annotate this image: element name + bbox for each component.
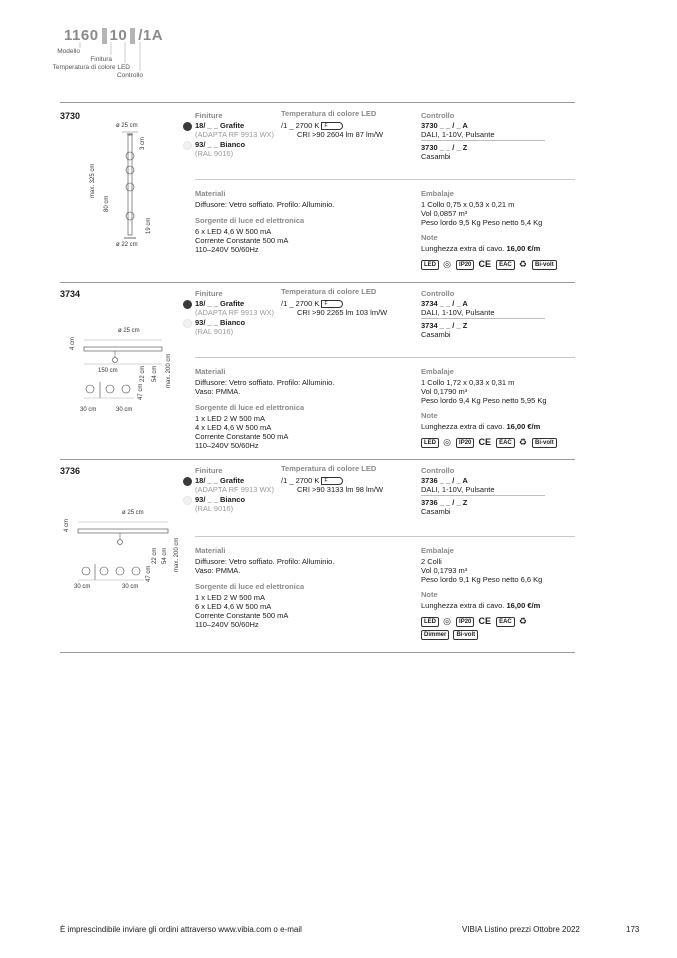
dim-height-2: 54 cm [152, 365, 158, 382]
recycle-icon: ♻ [518, 616, 527, 627]
certification-badges-row2 [421, 630, 480, 640]
dim-width-2: 30 cm [122, 584, 139, 590]
legend-control: /1A [138, 27, 164, 44]
class-iii-icon: ◎ [443, 259, 451, 270]
ce-mark-icon: CE [478, 437, 491, 448]
finish-swatch-graphite[interactable] [183, 477, 192, 486]
led-badge: LED [421, 438, 439, 448]
class-iii-icon: ◎ [443, 616, 451, 627]
materiali-line: Vaso: PMMA. [195, 387, 241, 396]
dim-width-2: 30 cm [116, 407, 133, 413]
finish-graphite-label: 18/ _ _ Grafite [195, 121, 245, 130]
finish-graphite-ref: (ADAPTA RF 9913 WX) [195, 485, 275, 494]
class-iii-icon: ◎ [443, 437, 451, 448]
sorgente-line: 110–240V 50/60Hz [195, 245, 259, 254]
dim-height-2: 54 cm [162, 547, 168, 564]
dim-height-max: max. 200 cm [166, 353, 172, 388]
controllo-heading: Controllo [421, 289, 455, 298]
dimmer-badge: Dimmer [421, 630, 449, 640]
product-section-3736 [60, 459, 575, 649]
eac-badge: EAC [496, 617, 515, 627]
sorgente-heading: Sorgente di luce ed elettronica [195, 216, 305, 225]
embalaje-line: 1 Collo 1,72 x 0,33 x 0,31 m [421, 378, 515, 387]
dim-width-1: 30 cm [74, 584, 91, 590]
temperature-cri: CRI >90 2265 lm 103 lm/W [297, 308, 388, 317]
temperature-heading: Temperatura di colore LED [281, 464, 377, 473]
temperature-code: /1 _ 2700 K [281, 121, 320, 130]
finiture-heading: Finiture [195, 289, 223, 298]
dim-height-max: max. 325 cm [90, 163, 96, 198]
note-heading: Note [421, 590, 438, 599]
dim-height-foot: 19 cm [146, 217, 152, 234]
ce-mark-icon: CE [478, 616, 491, 627]
eac-badge: EAC [496, 438, 515, 448]
dim-width-1: 30 cm [80, 407, 97, 413]
led-badge: LED [421, 260, 439, 270]
materiali-line: Diffusore: Vetro soffiato. Profilo: Alluminio. [195, 557, 335, 566]
ip20-badge: IP20 [456, 617, 474, 627]
legend-label-controllo: Controllo [116, 72, 143, 79]
ip20-badge: IP20 [456, 260, 474, 270]
temperature-code: /1 _ 2700 K [281, 299, 320, 308]
legend-finish: 10 [109, 27, 128, 44]
materiali-heading: Materiali [195, 367, 226, 376]
finish-graphite-label: 18/ _ _ Grafite [195, 476, 245, 485]
led-badge: LED [421, 617, 439, 627]
control-code-a: 3730 _ _ / _ A [421, 121, 468, 130]
certification-badges [421, 617, 530, 627]
finiture-heading: Finiture [195, 111, 223, 120]
finish-swatch-white[interactable] [183, 496, 192, 505]
dim-height-top: 4 cm [64, 518, 70, 532]
product-section-3734 [60, 282, 575, 457]
sorgente-heading: Sorgente di luce ed elettronica [195, 403, 305, 412]
control-desc-a: DALI, 1-10V, Pulsante [421, 130, 495, 139]
note-line [421, 601, 540, 611]
materiali-heading: Materiali [195, 189, 226, 198]
embalaje-line: 2 Colli [421, 557, 442, 566]
dim-height-vase: 47 cm [146, 565, 152, 582]
controllo-heading: Controllo [421, 111, 455, 120]
materiali-line: Diffusore: Vetro soffiato. Profilo: Alluminio. [195, 200, 335, 209]
pendant-drawing-3730 [80, 120, 180, 250]
temperature-cri: CRI >90 3133 lm 98 lm/W [297, 485, 384, 494]
eac-badge: EAC [496, 260, 515, 270]
dim-height-top: 4 cm [70, 336, 76, 350]
note-line [421, 244, 540, 254]
dim-height-vase: 47 cm [138, 383, 144, 400]
note-text: Lunghezza extra di cavo. [421, 422, 505, 431]
finish-white-label: 93/ _ _ Bianco [195, 140, 246, 149]
legend-label-temperatura: Temperatura di colore LED [52, 64, 130, 71]
sorgente-line: 110–240V 50/60Hz [195, 620, 259, 629]
product-section-3730 [60, 102, 575, 277]
dim-height-1: 22 cm [140, 365, 146, 382]
dim-diameter-bottom: ø 22 cm [116, 242, 138, 248]
control-desc-a: DALI, 1-10V, Pulsante [421, 485, 495, 494]
finish-white-ref: (RAL 9016) [195, 504, 234, 513]
sorgente-line: Corrente Constante 500 mA [195, 236, 289, 245]
dim-diameter-top: ø 25 cm [116, 123, 138, 129]
finish-white-ref: (RAL 9016) [195, 149, 234, 158]
product-code: 3736 [60, 466, 81, 476]
finiture-heading: Finiture [195, 466, 223, 475]
section-divider [60, 652, 575, 653]
note-heading: Note [421, 411, 438, 420]
embalaje-heading: Embalaje [421, 367, 454, 376]
embalaje-line: Peso lordo 9,1 Kg Peso netto 6,6 Kg [421, 575, 543, 584]
note-price: 16,00 €/m [506, 601, 541, 610]
dim-diameter-top: ø 25 cm [122, 510, 144, 516]
finish-graphite-ref: (ADAPTA RF 9913 WX) [195, 130, 275, 139]
footer-brand: VIBIA Listino prezzi Ottobre 2022 [462, 925, 580, 934]
control-desc-z: Casambi [421, 152, 451, 161]
product-code: 3730 [60, 111, 81, 121]
embalaje-line: Vol 0,0857 m³ [421, 209, 468, 218]
finish-white-label: 93/ _ _ Bianco [195, 318, 246, 327]
embalaje-line: 1 Collo 0,75 x 0,53 x 0,21 m [421, 200, 515, 209]
sorgente-line: 6 x LED 4,6 W 500 mA [195, 227, 272, 236]
controllo-heading: Controllo [421, 466, 455, 475]
control-code-z: 3734 _ _ / _ Z [421, 321, 468, 330]
sorgente-line: 110–240V 50/60Hz [195, 441, 259, 450]
footer-note: È imprescindibile inviare gli ordini attraverso www.vibia.com o e-mail [60, 925, 302, 934]
legend-label-finitura: Finitura [90, 56, 112, 63]
temperature-code: /1 _ 2700 K [281, 476, 320, 485]
finish-white-label: 93/ _ _ Bianco [195, 495, 246, 504]
embalaje-line: Peso lordo 9,4 Kg Peso netto 5,95 Kg [421, 396, 547, 405]
embalaje-heading: Embalaje [421, 546, 454, 555]
temperature-cri: CRI >90 2604 lm 87 lm/W [297, 130, 384, 139]
note-heading: Note [421, 233, 438, 242]
dim-height-1: 22 cm [152, 547, 158, 564]
energy-label-icon: F [321, 122, 342, 130]
note-price: 16,00 €/m [506, 422, 541, 431]
dim-height-body: 80 cm [104, 195, 110, 212]
legend-model: 1160 [64, 27, 99, 44]
sorgente-line: Corrente Constante 500 mA [195, 611, 289, 620]
embalaje-line: Vol 0,1793 m³ [421, 566, 468, 575]
finish-white-ref: (RAL 9016) [195, 327, 234, 336]
recycle-icon: ♻ [518, 259, 527, 270]
finish-swatch-white[interactable] [183, 319, 192, 328]
finish-swatch-white[interactable] [183, 141, 192, 150]
bivolt-badge: Bi-volt [453, 630, 478, 640]
sorgente-line: Corrente Constante 500 mA [195, 432, 289, 441]
dim-height-max: max. 200 cm [174, 537, 180, 572]
temperature-heading: Temperatura di colore LED [281, 287, 377, 296]
note-text: Lunghezza extra di cavo. [421, 244, 505, 253]
pendant-drawing-3736 [60, 504, 185, 594]
control-desc-z: Casambi [421, 330, 451, 339]
control-code-a: 3734 _ _ / _ A [421, 299, 468, 308]
temperature-heading: Temperatura di colore LED [281, 109, 377, 118]
embalaje-line: Peso lordo 9,5 Kg Peso netto 5,4 Kg [421, 218, 543, 227]
page-number: 173 [626, 925, 640, 934]
finish-graphite-ref: (ADAPTA RF 9913 WX) [195, 308, 275, 317]
energy-label-icon: F [321, 300, 342, 308]
note-line [421, 422, 540, 432]
dim-width: 150 cm [98, 368, 118, 374]
control-code-z: 3736 _ _ / _ Z [421, 498, 468, 507]
ce-mark-icon: CE [478, 259, 491, 270]
finish-swatch-graphite[interactable] [183, 122, 192, 131]
sorgente-line: 1 x LED 2 W 500 mA [195, 593, 266, 602]
sorgente-line: 1 x LED 2 W 500 mA [195, 414, 266, 423]
sorgente-heading: Sorgente di luce ed elettronica [195, 582, 305, 591]
control-desc-a: DALI, 1-10V, Pulsante [421, 308, 495, 317]
dim-diameter-top: ø 25 cm [118, 328, 140, 334]
product-code: 3734 [60, 289, 81, 299]
embalaje-line: Vol 0,1790 m³ [421, 387, 468, 396]
note-text: Lunghezza extra di cavo. [421, 601, 505, 610]
note-price: 16,00 €/m [506, 244, 541, 253]
materiali-line: Vaso: PMMA. [195, 566, 241, 575]
materiali-line: Diffusore: Vetro soffiato. Profilo: Alluminio. [195, 378, 335, 387]
bivolt-badge: Bi-volt [532, 260, 557, 270]
embalaje-heading: Embalaje [421, 189, 454, 198]
certification-badges [421, 260, 559, 270]
materiali-heading: Materiali [195, 546, 226, 555]
sorgente-line: 4 x LED 4,6 W 500 mA [195, 423, 272, 432]
ip20-badge: IP20 [456, 438, 474, 448]
dim-height-top: 3 cm [140, 136, 146, 150]
energy-label-icon: F [321, 477, 342, 485]
bivolt-badge: Bi-volt [532, 438, 557, 448]
control-desc-z: Casambi [421, 507, 451, 516]
sorgente-line: 6 x LED 4,6 W 500 mA [195, 602, 272, 611]
recycle-icon: ♻ [518, 437, 527, 448]
legend-labels [0, 42, 143, 82]
certification-badges [421, 438, 559, 448]
legend-label-modello: Modello [57, 48, 80, 55]
control-code-z: 3730 _ _ / _ Z [421, 143, 468, 152]
control-code-a: 3736 _ _ / _ A [421, 476, 468, 485]
finish-swatch-graphite[interactable] [183, 300, 192, 309]
finish-graphite-label: 18/ _ _ Grafite [195, 299, 245, 308]
pendant-drawing-3734 [60, 322, 175, 417]
